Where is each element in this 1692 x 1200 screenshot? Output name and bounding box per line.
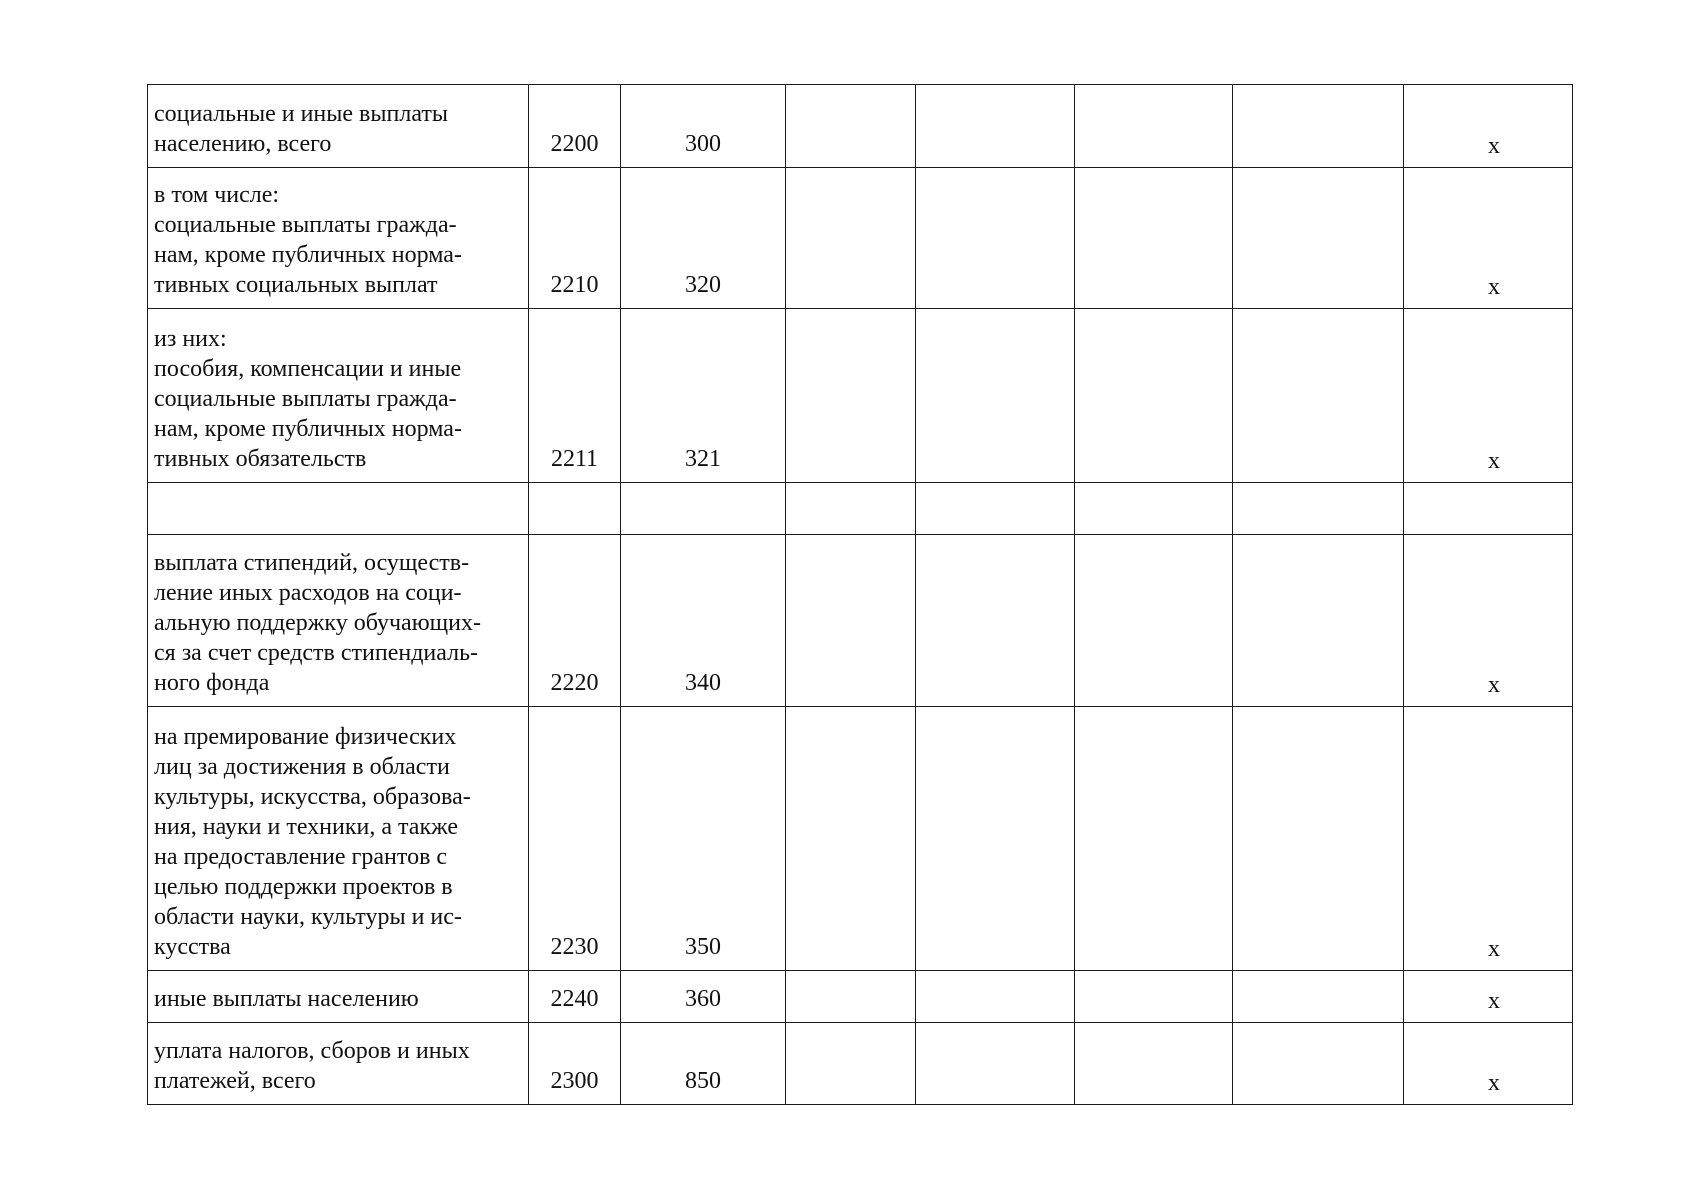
empty-cell — [1233, 168, 1404, 309]
empty-cell — [786, 535, 916, 707]
row-description: выплата стипендий, осуществ- ление иных расходов на соци- альную поддержку обучающих- ся за счет средств стипендиаль- ного фонда — [148, 535, 529, 707]
row-kbk-code — [621, 483, 786, 535]
table-row — [148, 971, 1573, 1023]
empty-cell — [786, 971, 916, 1023]
x-mark: x — [1488, 988, 1500, 1014]
x-mark: x — [1488, 1070, 1500, 1096]
row-kbk-code: 320 — [621, 168, 786, 309]
x-mark: x — [1488, 672, 1500, 698]
empty-cell — [786, 707, 916, 971]
empty-cell — [1075, 168, 1233, 309]
x-mark: x — [1488, 133, 1500, 159]
row-code — [529, 483, 621, 535]
row-description: из них: пособия, компенсации и иные социальные выплаты гражда- нам, кроме публичных норма- тивных обязательств — [148, 309, 529, 483]
x-mark-cell — [1404, 85, 1573, 168]
empty-cell — [916, 309, 1075, 483]
row-code: 2300 — [529, 1023, 621, 1105]
empty-cell — [786, 85, 916, 168]
empty-cell — [1233, 309, 1404, 483]
empty-cell — [916, 168, 1075, 309]
row-kbk-code: 340 — [621, 535, 786, 707]
table-row — [148, 707, 1573, 971]
empty-cell — [786, 309, 916, 483]
empty-cell — [916, 971, 1075, 1023]
row-code: 2220 — [529, 535, 621, 707]
row-kbk-code: 360 — [621, 971, 786, 1023]
empty-cell — [1075, 1023, 1233, 1105]
empty-cell — [916, 85, 1075, 168]
x-mark-cell — [1404, 309, 1573, 483]
row-description: в том числе: социальные выплаты гражда- нам, кроме публичных норма- тивных социальных выплат — [148, 168, 529, 309]
empty-cell — [1233, 971, 1404, 1023]
x-mark-cell — [1404, 483, 1573, 535]
empty-cell — [1075, 707, 1233, 971]
empty-cell — [1075, 483, 1233, 535]
empty-cell — [786, 483, 916, 535]
empty-cell — [916, 535, 1075, 707]
table-row-blank — [148, 483, 1573, 535]
row-code: 2240 — [529, 971, 621, 1023]
empty-cell — [916, 707, 1075, 971]
table-row — [148, 1023, 1573, 1105]
row-code: 2200 — [529, 85, 621, 168]
expenditure-table — [147, 84, 1573, 1105]
x-mark-cell — [1404, 168, 1573, 309]
x-mark: x — [1488, 936, 1500, 962]
row-code: 2211 — [529, 309, 621, 483]
empty-cell — [1233, 1023, 1404, 1105]
row-description — [148, 483, 529, 535]
empty-cell — [916, 483, 1075, 535]
empty-cell — [1075, 309, 1233, 483]
row-kbk-code: 321 — [621, 309, 786, 483]
x-mark: x — [1488, 274, 1500, 300]
table-row — [148, 535, 1573, 707]
x-mark-cell — [1404, 1023, 1573, 1105]
x-mark-cell — [1404, 707, 1573, 971]
empty-cell — [1075, 535, 1233, 707]
row-code: 2210 — [529, 168, 621, 309]
row-kbk-code: 850 — [621, 1023, 786, 1105]
empty-cell — [786, 1023, 916, 1105]
row-description: на премирование физических лиц за достижения в области культуры, искусства, образова- ния, науки и техники, а также на предоставление грантов с целью поддержки проектов в области науки, культуры и ис- кусства — [148, 707, 529, 971]
row-code: 2230 — [529, 707, 621, 971]
empty-cell — [916, 1023, 1075, 1105]
empty-cell — [1075, 971, 1233, 1023]
empty-cell — [1233, 85, 1404, 168]
row-description: социальные и иные выплаты населению, всего — [148, 85, 529, 168]
row-description: уплата налогов, сборов и иных платежей, всего — [148, 1023, 529, 1105]
x-mark-cell — [1404, 971, 1573, 1023]
table-row — [148, 168, 1573, 309]
table-row — [148, 85, 1573, 168]
row-description: иные выплаты населению — [148, 971, 529, 1023]
table-row — [148, 309, 1573, 483]
empty-cell — [1233, 535, 1404, 707]
row-kbk-code: 350 — [621, 707, 786, 971]
empty-cell — [1075, 85, 1233, 168]
x-mark: x — [1488, 448, 1500, 474]
empty-cell — [1233, 483, 1404, 535]
empty-cell — [786, 168, 916, 309]
row-kbk-code: 300 — [621, 85, 786, 168]
empty-cell — [1233, 707, 1404, 971]
x-mark-cell — [1404, 535, 1573, 707]
